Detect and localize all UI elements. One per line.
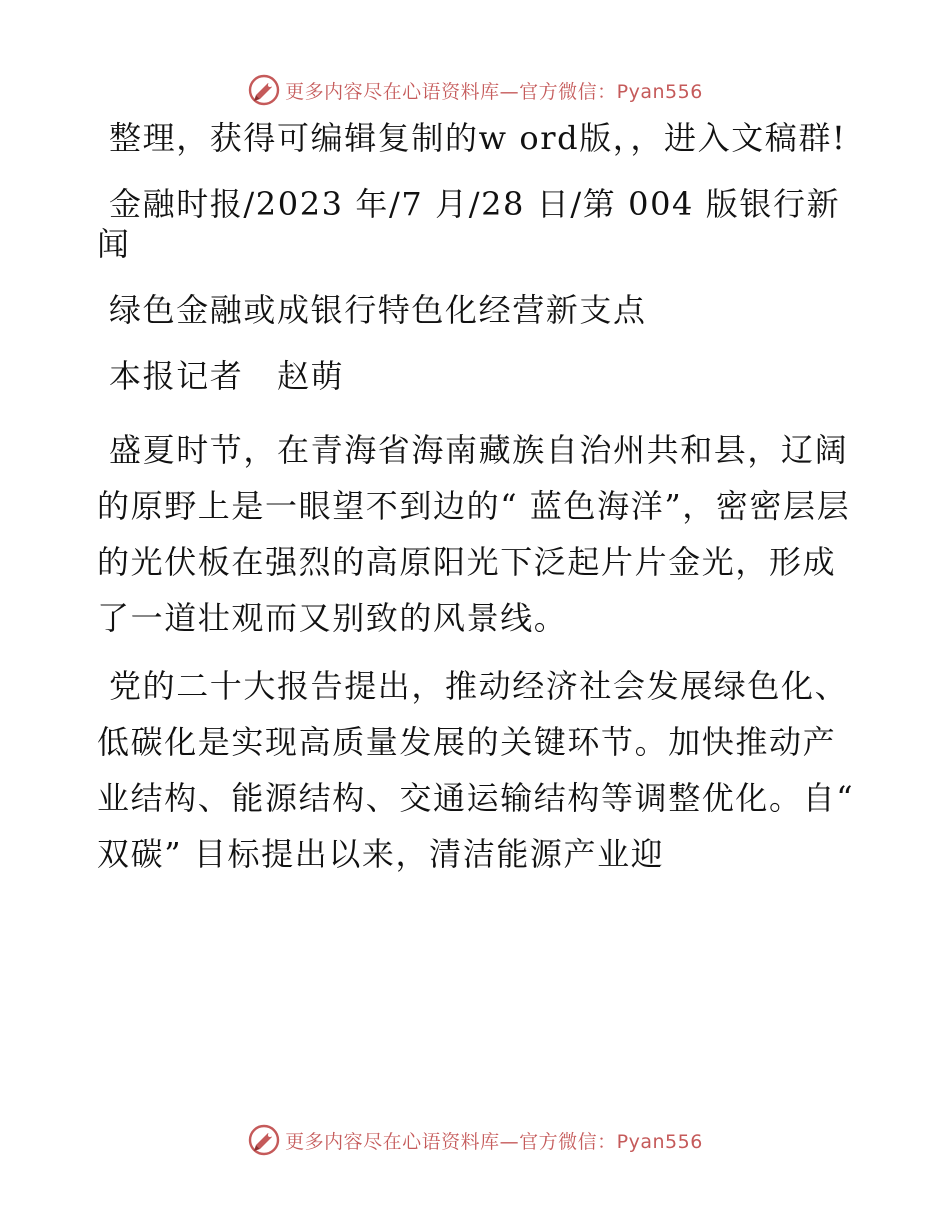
article-title: 绿色金融或成银行特色化经营新支点 [109,291,647,329]
footer-watermark [0,1120,950,1160]
brand-logo-icon [247,1123,281,1157]
watermark-text: 更多内容尽在心语资料库—官方微信：Pyan556 [285,80,703,103]
brand-logo-icon [247,73,281,107]
document-body [97,118,857,894]
source-line: 金融时报/2023 年/7 月/28 日/第 004 版银行新闻 [97,185,841,263]
watermark-text: 更多内容尽在心语资料库—官方微信：Pyan556 [285,1130,703,1153]
body-paragraph-2: 党的二十大报告提出，推动经济社会发展绿色化、低碳化是实现高质量发展的关键环节。加快推动产业结构、能源结构、交通运输结构等调整优化。自“ 双碳” 目标提出以来，清洁能源产业迎 [97,667,855,873]
body-paragraph-1: 盛夏时节，在青海省海南藏族自治州共和县，辽阔的原野上是一眼望不到边的“ 蓝色海洋”，密密层层的光伏板在强烈的高原阳光下泛起片片金光，形成了一道壮观而又别致的风景线。 [97,431,851,637]
byline: 本报记者 赵萌 [109,357,345,395]
header-watermark [0,70,950,110]
intro-note: 整理，获得可编辑复制的w ord版，，进入文稿群! [109,119,847,157]
